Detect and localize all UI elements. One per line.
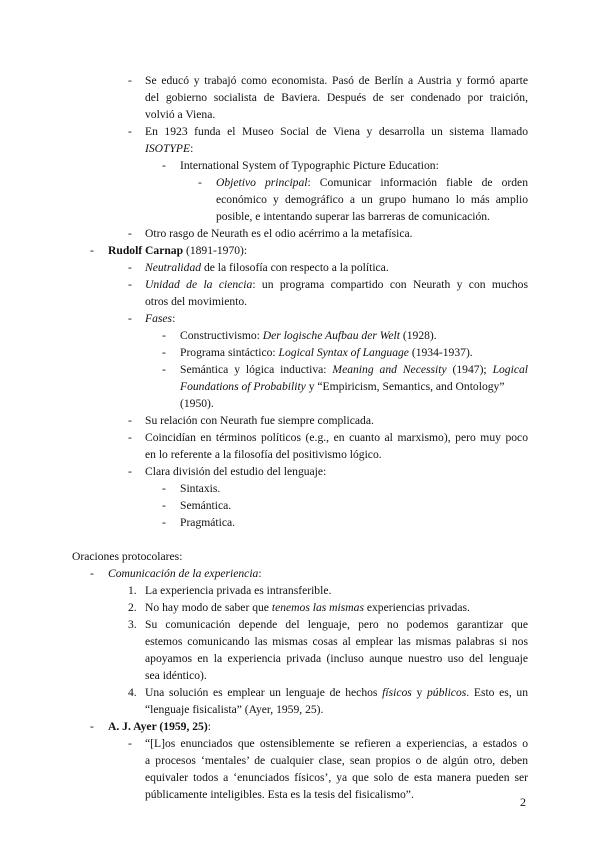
list-number: 1. [128, 584, 137, 597]
bullet-dash: - [128, 465, 132, 478]
protocol-item-3-line4: sea idéntico). [145, 669, 207, 682]
isotype-full-name: International System of Typographic Picture Education: [180, 159, 439, 172]
bullet-dash: - [128, 125, 132, 138]
protocol-heading: Oraciones protocolares: [72, 550, 183, 563]
bullet-dash: - [128, 431, 132, 444]
carnap-heading: Rudolf Carnap (1891-1970): [108, 244, 248, 257]
bullet-dash: - [90, 244, 94, 257]
carnap-neutrality: Neutralidad de la filosofía con respecto a la política. [145, 261, 389, 274]
branch-syntax: Sintaxis. [180, 482, 221, 495]
bullet-dash: - [128, 74, 132, 87]
ayer-quote-line1: “[L]os enunciados que ostensiblemente se refieren a experiencias, a estados o [145, 737, 528, 750]
bullet-dash: - [162, 482, 166, 495]
protocol-item-2: No hay modo de saber que tenemos las mismas experiencias privadas. [145, 601, 470, 614]
branch-semantics: Semántica. [180, 499, 232, 512]
protocol-item-3-line2: estemos comunicando las mismas cosas al emplear las mismas palabras si nos [145, 635, 528, 648]
neurath-education-line2: del gobierno socialista de Baviera. Después de ser condenado por traición, [145, 91, 528, 104]
carnap-unity-line2: otros del movimiento. [145, 295, 248, 308]
phase-semantics-line2: Foundations of Probability y “Empiricism, Semantics, and Ontology” [180, 380, 505, 393]
branch-pragmatics: Pragmática. [180, 516, 236, 529]
bullet-dash: - [90, 720, 94, 733]
neurath-metaphysics: Otro rasgo de Neurath es el odio acérrimo a la metafísica. [145, 227, 413, 240]
bullet-dash: - [198, 176, 202, 189]
bullet-dash: - [128, 737, 132, 750]
carnap-name: Rudolf Carnap [108, 244, 184, 257]
protocol-item-3-line1: Su comunicación depende del lenguaje, pero no podemos garantizar que [145, 618, 528, 631]
isotype-line1: En 1923 funda el Museo Social de Viena y desarrolla un sistema llamado [145, 125, 528, 138]
protocol-item-4-line2: “lenguaje fisicalista” (Ayer, 1959, 25). [145, 703, 324, 716]
bullet-dash: - [162, 346, 166, 359]
bullet-dash: - [162, 363, 166, 376]
carnap-coincide-line2: en lo referente a la filosofía del positivismo lógico. [145, 448, 382, 461]
ayer-heading: A. J. Ayer (1959, 25): [108, 720, 211, 733]
protocol-item-1: La experiencia privada es intransferible. [145, 584, 332, 597]
bullet-dash: - [162, 159, 166, 172]
objective-line2: económico y demográfico a un grupo humano lo más amplio [216, 193, 528, 206]
objective-label: Objetivo principal [216, 176, 308, 189]
protocol-item-4-line1: Una solución es emplear un lenguaje de hechos físicos y públicos. Esto es, un [145, 686, 529, 699]
phase-constructivism: Constructivismo: Der logische Aufbau der Welt (1928). [180, 329, 437, 342]
protocol-item-3-line3: apoyamos en la experiencia privada (incluso aunque nuestro uso del lenguaje [145, 652, 528, 665]
objective-line3: posible, e intentando superar las barreras de comunicación. [216, 210, 490, 223]
ayer-quote-line3: equivaler todos a ‘enunciados físicos’, ya que solo de esta manera pueden ser [145, 771, 528, 784]
carnap-relation: Su relación con Neurath fue siempre complicada. [145, 414, 374, 427]
page-number: 2 [520, 795, 526, 809]
bullet-dash: - [162, 516, 166, 529]
carnap-unity-line1: Unidad de la ciencia: un programa compartido con Neurath y con muchos [145, 278, 528, 291]
bullet-dash: - [90, 567, 94, 580]
bullet-dash: - [128, 414, 132, 427]
objective-line1: Objetivo principal: Comunicar información fiable de orden [216, 176, 528, 189]
bullet-dash: - [128, 312, 132, 325]
carnap-division: Clara división del estudio del lenguaje: [145, 465, 327, 478]
isotype-name: ISOTYPE [145, 142, 191, 155]
phase-semantics-line1: Semántica y lógica inductiva: Meaning and Necessity (1947); Logical [180, 363, 528, 376]
phase-semantics-line3: (1950). [180, 397, 214, 410]
communication-label: Comunicación de la experiencia: [108, 567, 262, 580]
bullet-dash: - [128, 261, 132, 274]
ayer-quote-line4: públicamente inteligibles. Esta es la tesis del fisicalismo”. [145, 788, 414, 801]
list-number: 4. [128, 686, 137, 699]
list-number: 2. [128, 601, 137, 614]
neurath-education-line3: volvió a Viena. [145, 108, 216, 121]
carnap-coincide-line1: Coincidían en términos políticos (e.g., en cuanto al marxismo), pero muy poco [145, 431, 528, 444]
ayer-quote-line2: a procesos ‘mentales’ de cualquier clase, sean propios o de algún otro, deben [145, 754, 528, 767]
bullet-dash: - [128, 278, 132, 291]
isotype-line2: ISOTYPE: [145, 142, 194, 155]
bullet-dash: - [162, 329, 166, 342]
phase-syntactic: Programa sintáctico: Logical Syntax of Language (1934-1937). [180, 346, 473, 359]
carnap-phases-label: Fases: [145, 312, 176, 325]
bullet-dash: - [162, 499, 166, 512]
list-number: 3. [128, 618, 137, 631]
bullet-dash: - [128, 227, 132, 240]
neurath-education-line1: Se educó y trabajó como economista. Pasó de Berlín a Austria y formó aparte [145, 74, 528, 87]
